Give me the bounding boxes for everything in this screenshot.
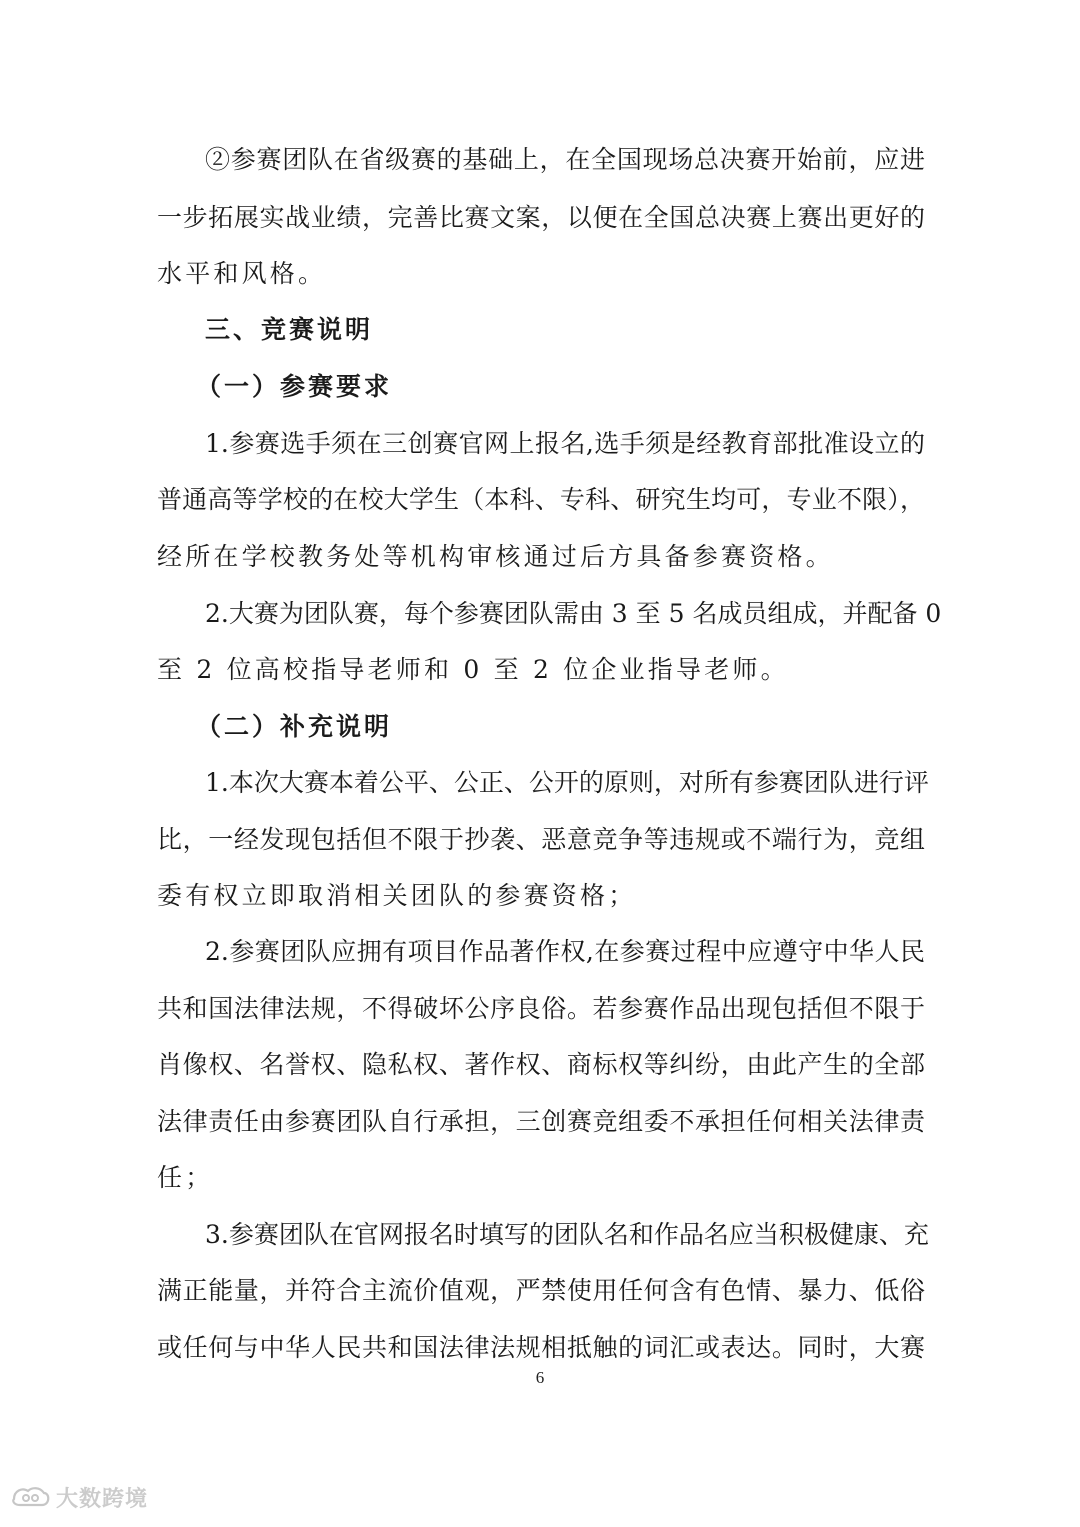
- text-line: 至 2 位高校指导老师和 0 至 2 位企业指导老师。: [157, 655, 789, 684]
- text-line: 一步拓展实战业绩，完善比赛文案，以便在全国总决赛上赛出更好的: [157, 203, 925, 232]
- text-line: 2.参赛团队应拥有项目作品著作权,在参赛过程中应遵守中华人民: [205, 937, 925, 966]
- text-line: 2.大赛为团队赛，每个参赛团队需由 3 至 5 名成员组成，并配备 0: [205, 599, 942, 628]
- text-line: 任；: [157, 1163, 214, 1192]
- text-line: 1.本次大赛本着公平、公正、公开的原则，对所有参赛团队进行评: [205, 768, 929, 797]
- text-line: ②参赛团队在省级赛的基础上，在全国现场总决赛开始前，应进: [205, 145, 925, 174]
- subsection-heading: （一）参赛要求: [196, 372, 393, 401]
- text-line: 或任何与中华人民共和国法律法规相抵触的词汇或表达。同时，大赛: [157, 1333, 925, 1362]
- text-line: 共和国法律法规，不得破坏公序良俗。若参赛作品出现包括但不限于: [157, 994, 925, 1023]
- text-line: 比，一经发现包括但不限于抄袭、恶意竞争等违规或不端行为，竞组: [157, 825, 925, 854]
- subsection-heading: （二）补充说明: [196, 712, 393, 741]
- watermark-logo-icon: [10, 1483, 52, 1513]
- section-heading: 三、竞赛说明: [205, 315, 374, 344]
- text-line: 经所在学校教务处等机构审核通过后方具备参赛资格。: [157, 542, 834, 571]
- page-number: 6: [535, 1368, 545, 1387]
- text-line: 满正能量，并符合主流价值观，严禁使用任何含有色情、暴力、低俗: [157, 1276, 925, 1305]
- text-line: 普通高等学校的在校大学生（本科、专科、研究生均可，专业不限），: [157, 485, 925, 514]
- text-line: 法律责任由参赛团队自行承担，三创赛竞组委不承担任何相关法律责: [157, 1107, 925, 1136]
- text-line: 水平和风格。: [157, 259, 327, 288]
- watermark: [10, 1482, 148, 1513]
- text-line: 肖像权、名誉权、隐私权、著作权、商标权等纠纷，由此产生的全部: [157, 1050, 925, 1079]
- text-line: 3.参赛团队在官网报名时填写的团队名和作品名应当积极健康、充: [205, 1220, 929, 1249]
- watermark-brand: 大数跨境: [56, 1487, 149, 1512]
- text-line: 委有权立即取消相关团队的参赛资格；: [157, 881, 637, 910]
- text-line: 1.参赛选手须在三创赛官网上报名,选手须是经教育部批准设立的: [205, 429, 925, 458]
